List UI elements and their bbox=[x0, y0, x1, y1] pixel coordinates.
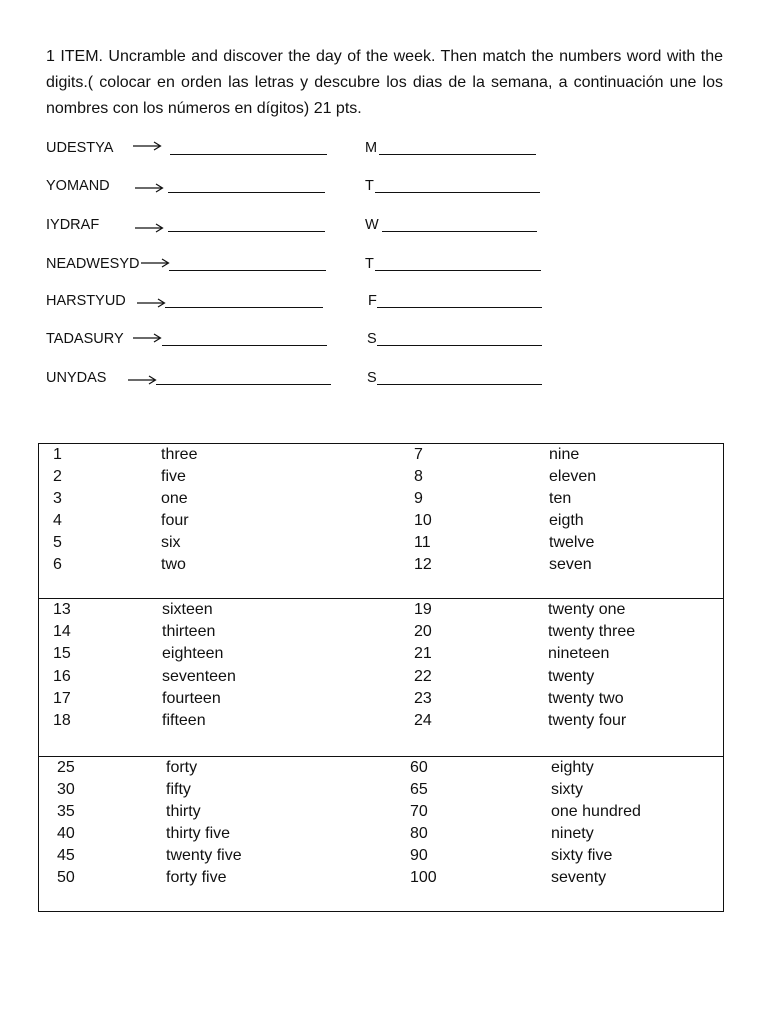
day-answer-blank bbox=[377, 384, 542, 385]
scrambled-word: UDESTYA bbox=[46, 140, 114, 156]
day-answer-blank bbox=[375, 270, 541, 271]
unscramble-row bbox=[0, 328, 768, 350]
scrambled-word: IYDRAF bbox=[46, 217, 100, 233]
digit-cell: 90 bbox=[410, 847, 428, 864]
instructions-paragraph bbox=[46, 44, 723, 122]
answer-blank bbox=[165, 307, 323, 308]
arrow-icon bbox=[141, 257, 170, 269]
arrow-icon bbox=[135, 222, 164, 234]
digit-cell: 35 bbox=[57, 803, 75, 820]
number-word-cell: twenty five bbox=[166, 847, 242, 864]
number-word-cell: four bbox=[161, 512, 189, 529]
digit-cell: 15 bbox=[53, 645, 71, 663]
digit-cell: 25 bbox=[57, 759, 75, 776]
matching-row bbox=[39, 801, 723, 823]
arrow-icon bbox=[133, 332, 162, 344]
digit-cell: 8 bbox=[414, 468, 423, 485]
number-word-cell: nineteen bbox=[548, 645, 610, 663]
digit-cell: 45 bbox=[57, 847, 75, 864]
unscramble-row bbox=[0, 367, 768, 389]
matching-row bbox=[39, 757, 723, 779]
digit-cell: 70 bbox=[410, 803, 428, 820]
matching-section bbox=[39, 598, 723, 756]
arrow-icon bbox=[133, 140, 162, 152]
number-word-cell: thirty bbox=[166, 803, 201, 820]
digit-cell: 23 bbox=[414, 689, 432, 707]
scrambled-word: TADASURY bbox=[46, 331, 124, 347]
matching-row bbox=[39, 867, 723, 889]
day-answer-blank bbox=[377, 307, 542, 308]
number-word-cell: thirteen bbox=[162, 623, 216, 641]
matching-row bbox=[39, 444, 723, 466]
number-word-cell: twenty two bbox=[548, 689, 624, 707]
number-word-cell: ninety bbox=[551, 825, 594, 842]
number-word-cell: twelve bbox=[549, 534, 595, 551]
answer-blank bbox=[168, 192, 325, 193]
number-word-cell: three bbox=[161, 446, 198, 463]
number-word-cell: fifty bbox=[166, 781, 191, 798]
digit-cell: 65 bbox=[410, 781, 428, 798]
day-answer-blank bbox=[382, 231, 537, 232]
digit-cell: 19 bbox=[414, 601, 432, 618]
digit-cell: 20 bbox=[414, 623, 432, 641]
number-word-cell: two bbox=[161, 556, 186, 573]
number-word-cell: one hundred bbox=[551, 803, 641, 820]
digit-cell: 80 bbox=[410, 825, 428, 842]
day-initial: W bbox=[365, 217, 379, 233]
digit-cell: 40 bbox=[57, 825, 75, 842]
matching-section bbox=[39, 756, 723, 911]
number-word-cell: nine bbox=[549, 446, 580, 463]
digit-cell: 50 bbox=[57, 869, 75, 886]
number-word-cell: sixteen bbox=[162, 601, 213, 618]
matching-row bbox=[39, 643, 723, 665]
digit-cell: 11 bbox=[414, 534, 431, 551]
answer-blank bbox=[168, 231, 325, 232]
arrow-icon bbox=[135, 182, 164, 194]
matching-row bbox=[39, 532, 723, 554]
answer-blank bbox=[162, 345, 327, 346]
matching-row bbox=[39, 466, 723, 488]
digit-cell: 5 bbox=[53, 534, 62, 551]
number-word-cell: twenty bbox=[548, 667, 595, 685]
matching-row bbox=[39, 710, 723, 732]
unscramble-row bbox=[0, 175, 768, 197]
digit-cell: 16 bbox=[53, 667, 71, 685]
digit-cell: 30 bbox=[57, 781, 75, 798]
digit-cell: 13 bbox=[53, 601, 71, 618]
unscramble-row bbox=[0, 214, 768, 236]
unscramble-row bbox=[0, 253, 768, 275]
day-initial: T bbox=[365, 256, 374, 272]
day-initial: S bbox=[367, 370, 377, 386]
number-word-cell: eighteen bbox=[162, 645, 224, 663]
scrambled-word: UNYDAS bbox=[46, 370, 107, 386]
matching-row bbox=[39, 510, 723, 532]
digit-cell: 7 bbox=[414, 446, 423, 463]
number-word-cell: seventy bbox=[551, 869, 607, 886]
number-word-cell: six bbox=[161, 534, 181, 551]
number-word-cell: fourteen bbox=[162, 689, 221, 707]
number-word-cell: eigth bbox=[549, 512, 584, 529]
number-word-cell: thirty five bbox=[166, 825, 231, 842]
day-initial: F bbox=[368, 293, 377, 309]
number-word-cell: sixty bbox=[551, 781, 583, 798]
number-word-cell: one bbox=[161, 490, 188, 507]
digit-cell: 4 bbox=[53, 512, 62, 529]
day-answer-blank bbox=[375, 192, 540, 193]
matching-row bbox=[39, 845, 723, 867]
unscramble-row bbox=[0, 290, 768, 312]
number-word-cell: forty bbox=[166, 759, 198, 776]
scrambled-word: YOMAND bbox=[46, 178, 110, 194]
number-word-cell: twenty three bbox=[548, 623, 636, 641]
digit-cell: 22 bbox=[414, 667, 432, 685]
answer-blank bbox=[156, 384, 331, 385]
digit-cell: 18 bbox=[53, 711, 71, 729]
number-word-cell: eleven bbox=[549, 468, 597, 485]
digit-cell: 17 bbox=[53, 689, 71, 707]
digit-cell: 1 bbox=[53, 446, 62, 463]
number-word-cell: eighty bbox=[551, 759, 594, 776]
unscramble-row bbox=[0, 137, 768, 159]
matching-row bbox=[39, 599, 723, 621]
answer-blank bbox=[170, 154, 327, 155]
matching-row bbox=[39, 488, 723, 510]
instructions-line: 1 ITEM. Uncramble and discover the day of the week. Then match the numbers word with the bbox=[46, 48, 723, 65]
arrow-icon bbox=[128, 374, 157, 386]
digit-cell: 14 bbox=[53, 623, 71, 641]
digit-cell: 100 bbox=[410, 869, 437, 886]
answer-blank bbox=[169, 270, 326, 271]
matching-row bbox=[39, 823, 723, 845]
digit-cell: 9 bbox=[414, 490, 423, 507]
scrambled-word: HARSTYUD bbox=[46, 293, 126, 309]
matching-row bbox=[39, 554, 723, 576]
day-answer-blank bbox=[379, 154, 536, 155]
arrow-icon bbox=[137, 297, 166, 309]
digit-cell: 3 bbox=[53, 490, 62, 507]
matching-row bbox=[39, 779, 723, 801]
number-word-cell: sixty five bbox=[551, 847, 613, 864]
digit-cell: 12 bbox=[414, 556, 432, 573]
digit-cell: 2 bbox=[53, 468, 62, 485]
digit-cell: 6 bbox=[53, 556, 62, 573]
number-word-cell: seventeen bbox=[162, 667, 236, 685]
number-word-cell: fifteen bbox=[162, 711, 206, 729]
number-word-cell: forty five bbox=[166, 869, 227, 886]
scrambled-word: NEADWESYD bbox=[46, 256, 140, 272]
day-initial: M bbox=[365, 140, 378, 156]
day-answer-blank bbox=[377, 345, 542, 346]
instructions-line: digits.( colocar en orden las letras y descubre los dias de la semana, a continuación une los bbox=[46, 74, 723, 91]
matching-row bbox=[39, 621, 723, 643]
instructions-line: nombres con los números en dígitos) 21 pts. bbox=[46, 100, 362, 117]
matching-table bbox=[38, 443, 724, 912]
day-initial: S bbox=[367, 331, 377, 347]
matching-row bbox=[39, 666, 723, 688]
digit-cell: 21 bbox=[414, 645, 432, 663]
number-word-cell: ten bbox=[549, 490, 572, 507]
number-word-cell: seven bbox=[549, 556, 592, 573]
number-word-cell: twenty one bbox=[548, 601, 626, 618]
digit-cell: 10 bbox=[414, 512, 432, 529]
digit-cell: 60 bbox=[410, 759, 428, 776]
matching-row bbox=[39, 688, 723, 710]
number-word-cell: twenty four bbox=[548, 711, 627, 729]
number-word-cell: five bbox=[161, 468, 186, 485]
digit-cell: 24 bbox=[414, 711, 432, 729]
matching-section bbox=[39, 444, 723, 598]
day-initial: T bbox=[365, 178, 374, 194]
